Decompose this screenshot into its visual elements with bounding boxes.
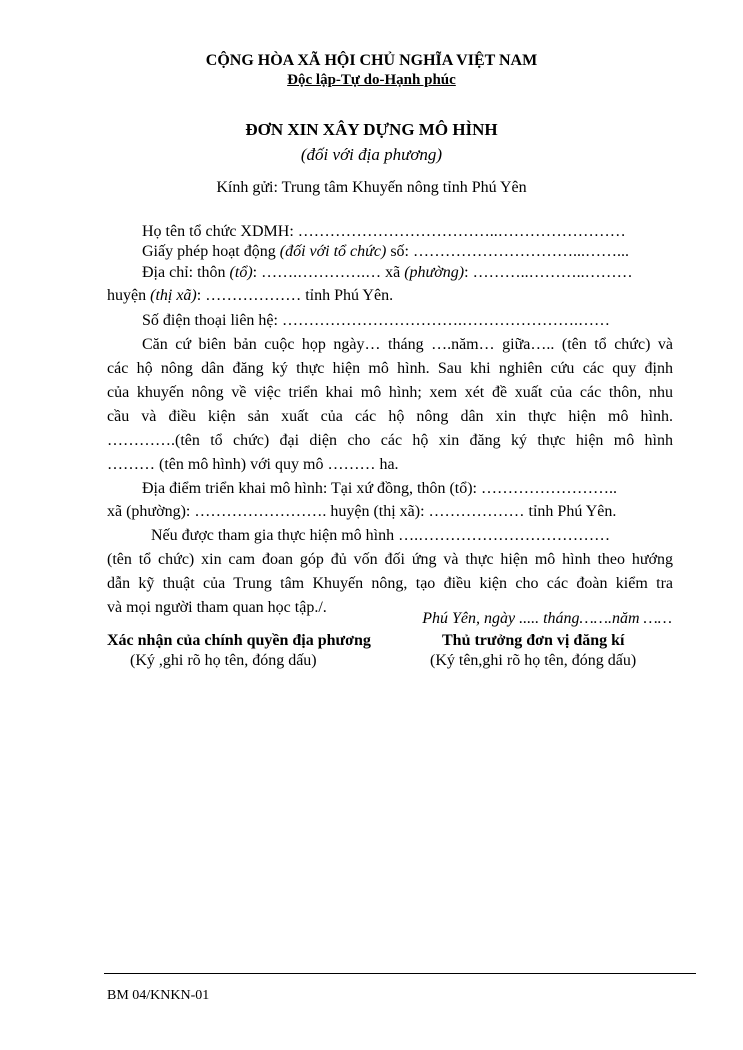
p1-line-1: Căn cứ biên bản cuộc họp ngày… tháng ….năm… giữa….. (tên tổ chức) và [142,336,673,353]
recipient-line: Kính gửi: Trung tâm Khuyến nông tỉnh Phú Yên [216,179,527,196]
date-line: Phú Yên, ngày ..... tháng…….năm …… [422,610,672,627]
motto [0,72,743,89]
address-mid: : …….………….… xã [252,264,405,281]
p1-line-2: các hộ nông dân đăng ký thực hiện mô hình. Sau khi nghiên cứu các quy định [107,360,673,377]
p2-line-1: Địa điểm triển khai mô hình: Tại xứ đồng, thôn (tổ): …………………….. [142,480,617,497]
address-field [107,263,673,283]
p1-line-3: của khuyến nông về việc triển khai mô hình; xem xét đề xuất của các thôn, nhu [107,384,673,401]
address-suffix: : ………..………..……… [464,264,633,281]
license-field [107,242,673,262]
form-code: BM 04/KNKN-01 [107,988,210,1003]
address-italic-to: (tổ) [229,264,253,281]
footer-divider [104,973,696,974]
p3-line-1: Nếu được tham gia thực hiện mô hình ….……………………………… [151,527,611,544]
form-subtitle: (đối với địa phương) [300,145,443,164]
district-field [107,286,673,306]
form-title: ĐƠN XIN XÂY DỰNG MÔ HÌNH [245,120,498,139]
license-italic: (đối với tổ chức) [279,243,387,260]
address-italic-phuong: (phường) [404,264,465,281]
district-prefix: huyện [107,287,151,304]
unit-head-title: Thủ trưởng đơn vị đăng kí [442,632,625,649]
p3-line-2: (tên tổ chức) xin cam đoan góp đủ vốn đối ứng và thực hiện mô hình theo hướng [107,551,673,568]
org-name-field: Họ tên tổ chức XDMH: ………………………………..…………………… [142,223,626,240]
p3-line-4: và mọi người tham quan học tập./. [107,599,327,616]
unit-head-note: (Ký tên,ghi rõ họ tên, đóng dấu) [430,652,637,669]
district-italic: (thị xã) [150,287,197,304]
p3-line-3: dẫn kỹ thuật của Trung tâm Khuyến nông, tạo điều kiện cho các đoàn kiểm tra [107,575,673,592]
license-suffix: số: …………………………...……... [386,243,629,260]
local-authority-title: Xác nhận của chính quyền địa phương [107,632,371,649]
p2-line-2: xã (phường): ……………………. huyện (thị xã): ……………… tỉnh Phú Yên. [107,503,617,520]
p1-line-5: ………….(tên tổ chức) đại diện cho các hộ xin đăng ký thực hiện mô hình [107,432,673,449]
license-prefix: Giấy phép hoạt động [142,243,280,260]
motto-text: Độc lập-Tự do-Hạnh phúc [287,72,456,88]
phone-field: Số điện thoại liên hệ: …………………………….………………….…… [142,312,610,329]
p1-line-4: cầu và điều kiện sản xuất của các hộ nông dân xin thực hiện mô hình. [107,408,673,425]
address-prefix: Địa chỉ: thôn [142,264,230,281]
district-suffix: : ……………… tỉnh Phú Yên. [196,287,394,304]
p1-line-6: ……… (tên mô hình) với quy mô ……… ha. [107,456,399,473]
national-title: CỘNG HÒA XÃ HỘI CHỦ NGHĨA VIỆT NAM [205,52,538,69]
local-authority-note: (Ký ,ghi rõ họ tên, đóng dấu) [130,652,317,669]
